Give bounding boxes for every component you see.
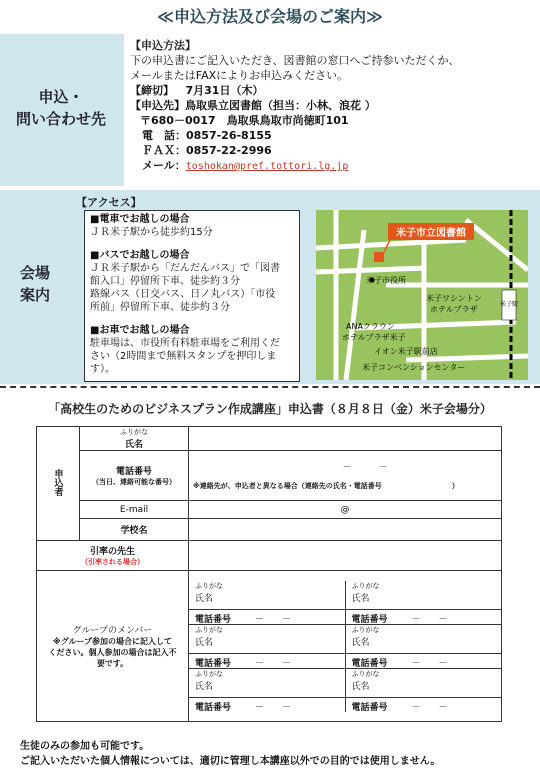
email-label: メール：	[142, 159, 186, 172]
group-label-cell	[37, 571, 189, 722]
bus-line-2: 館入口」停留所下車、徒歩約３分	[90, 276, 240, 287]
school-label: 学校名	[80, 519, 189, 541]
email-link[interactable]: toshokan@pref.tottori.lg.jp	[185, 161, 349, 172]
venue-label-line2: 案内	[19, 286, 50, 304]
members-grid	[189, 581, 501, 712]
name-label: 氏名	[124, 440, 143, 450]
teacher-input[interactable]	[189, 541, 502, 571]
member-slot[interactable]: ふりがな 氏名 電話番号 － －	[189, 624, 345, 668]
venue-label-line1: 会場	[19, 264, 50, 282]
phone-label: 電話番号	[115, 467, 152, 477]
name-label-cell	[80, 427, 189, 451]
phone-note: （当日、連絡可能な番号）	[92, 478, 176, 486]
group-note-3: 要です。	[96, 659, 129, 668]
library-label: 米子市立図書館	[396, 228, 466, 239]
map-drawing	[316, 210, 528, 380]
apply-text	[130, 38, 535, 174]
furigana-label: ふりがな	[120, 428, 148, 436]
member-slot[interactable]: ふりがな 氏名 電話番号 － －	[345, 581, 501, 625]
access-heading: 【アクセス】	[76, 196, 142, 209]
deadline-value: 7月31日（木）	[185, 84, 264, 97]
bus-heading: ■バスでお越しの場合	[90, 250, 190, 261]
bus-line-4: 所前」停留所下車、徒歩約３分	[90, 302, 230, 313]
method-line-2: メールまたはFAXによりお申込みください。	[130, 69, 349, 82]
group-note-2: ください。個人参加の場合は記入不	[48, 648, 177, 657]
library-marker	[374, 252, 384, 262]
train-line-1: ＪＲ米子駅から徒歩約15分	[90, 227, 213, 238]
footer-line-2: ご記入いただいた個人情報については、適切に管理し本講座以外での目的では使用しません。	[20, 756, 441, 767]
cut-line	[0, 386, 540, 388]
apply-side-label	[0, 34, 122, 186]
deadline	[130, 83, 535, 98]
access-text	[90, 213, 295, 376]
aeon-label: イオン米子駅前店	[374, 347, 438, 356]
postal-address: 〒680－0017 鳥取県鳥取市尚徳町101	[140, 114, 349, 127]
phone-dashes: － －	[342, 463, 388, 473]
map-road	[346, 230, 364, 380]
fax: ＦＡＸ：0857-22-2996	[142, 144, 272, 157]
footer-line-1: 生徒のみの参加も可能です。	[20, 741, 150, 752]
station-label: 米子駅	[499, 301, 519, 308]
ana-label-2: ホテルプラザ米子	[342, 333, 406, 342]
group-note-1: ※グループ参加の場合に記入して	[52, 637, 173, 646]
venue-side-label	[0, 190, 70, 384]
at-sign: @	[340, 504, 350, 515]
group-members	[189, 571, 502, 722]
teacher-note: （引率される場合）	[81, 558, 144, 566]
school-input[interactable]	[189, 519, 502, 541]
car-heading: ■お車でお越しの場合	[90, 325, 190, 336]
applicant-label: 申込者	[37, 427, 80, 541]
bus-line-3: 路線バス（日交バス、日ノ丸バス）「市役	[90, 289, 276, 300]
train-heading: ■電車でお越しの場合	[90, 214, 190, 225]
access-map	[316, 210, 528, 380]
teacher-label: 引率の先生	[89, 547, 135, 557]
page-title: ≪申込方法及び会場のご案内≫	[157, 7, 383, 26]
phone-label-cell	[80, 451, 189, 501]
convention-label: 米子コンベンションセンター	[362, 363, 466, 372]
map-road	[316, 268, 426, 272]
form-title: 「高校生のためのビジネスプラン作成講座」申込書（８月８日（金）米子会場分）	[48, 402, 492, 416]
map-road	[466, 220, 528, 270]
apply-label-line2: 問い合わせ先	[15, 110, 106, 128]
teacher-label-cell	[37, 541, 189, 571]
group-title: グループのメンバー	[72, 626, 153, 636]
car-line-2: さい（2時間まで無料スタンプを押印しま	[90, 351, 277, 362]
apply-label-line1: 申込・	[38, 88, 84, 106]
car-line-3: す）。	[90, 364, 115, 375]
city-hall-label: 米子市役所	[366, 276, 406, 285]
contact-note: ※連絡先が、申込者と異なる場合（連絡先の氏名・電話番号 ）	[193, 482, 459, 490]
method-heading: 【申込方法】	[130, 39, 196, 52]
ana-label: ANAクラウン	[346, 322, 395, 331]
washington-label-2: ホテルプラザ	[430, 305, 478, 314]
member-slot[interactable]: ふりがな 氏名 電話番号 － －	[345, 668, 501, 712]
member-slot[interactable]: ふりがな 氏名 電話番号 － －	[345, 624, 501, 668]
member-slot[interactable]: ふりがな 氏名 電話番号 － －	[189, 668, 345, 712]
car-line-1: 駐車場は、市役所有料駐車場をご利用くだ	[90, 338, 280, 349]
phone-input[interactable]	[189, 451, 502, 501]
name-input[interactable]	[189, 427, 502, 451]
bus-line-1: ＪＲ米子駅から「だんだんバス」で「図書	[90, 263, 280, 274]
destination: 【申込先】鳥取県立図書館（担当：小林、浪花 ）	[130, 99, 376, 112]
deadline-label: 【締切】	[130, 84, 174, 97]
telephone: 電 話：0857-26-8155	[142, 129, 272, 142]
email-row	[130, 158, 535, 174]
application-form	[36, 426, 502, 722]
member-slot[interactable]: ふりがな 氏名 電話番号 － －	[189, 581, 345, 625]
method-line-1: 下の申込書にご記入いただき、図書館の窓口へご持参いただくか、	[130, 54, 460, 67]
email-input[interactable]	[189, 501, 502, 519]
washington-label: 米子ワシントン	[426, 294, 482, 303]
email-label: E-mail	[80, 501, 189, 519]
